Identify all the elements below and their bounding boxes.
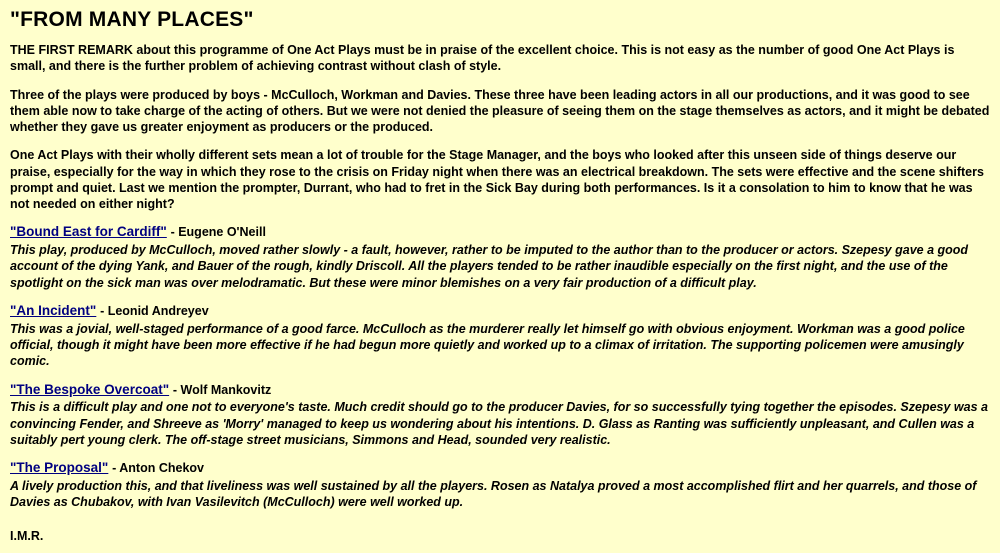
play-entry	[10, 303, 990, 370]
play-heading	[10, 382, 990, 399]
play-entry	[10, 224, 990, 291]
page-title: "FROM MANY PLACES"	[10, 8, 254, 31]
intro-paragraph-1: THE FIRST REMARK about this programme of One Act Plays must be in praise of the excellent choice. This is not easy as the number of good One Act Plays is small, and there is the further problem of achieving contrast without clash of style.	[10, 43, 955, 74]
play-entry	[10, 460, 990, 510]
play-author: - Leonid Andreyev	[100, 303, 209, 318]
play-author: - Anton Chekov	[112, 461, 204, 476]
play-heading	[10, 224, 990, 241]
play-author: - Wolf Mankovitz	[172, 382, 272, 397]
play-review: This was a jovial, well-staged performance of a good farce. McCulloch as the murderer really let himself go with obvious enjoyment. Workman was a good police official, though it might have been more effective if he had begun more quietly and worked up to a climax of irritation. The supporting policemen were amusingly comic.	[10, 321, 965, 369]
play-title-link[interactable]: "An Incident"	[10, 302, 97, 318]
play-title-link[interactable]: "The Proposal"	[10, 460, 109, 476]
play-heading	[10, 460, 990, 477]
intro-paragraph-2: Three of the plays were produced by boys - McCulloch, Workman and Davies. These three have been leading actors in all our productions, and it was good to see them able now to take charge of the acting of others. But we were not denied the pleasure of seeing them on the stage themselves as actors, and it might be debated whether they gave us greater enjoyment as producers or the produced.	[10, 87, 990, 134]
play-review: A lively production this, and that liveliness was well sustained by all the players. Rosen as Natalya proved a most accomplished flirt and her quarrels, and those of Davies as Chubakov, with Ivan Vasilevitch (McCulloch) were well worked up.	[10, 479, 977, 510]
play-review: This play, produced by McCulloch, moved rather slowly - a fault, however, rather to be imputed to the author than to the producer or actors. Szepesy gave a good account of the dying Yank, and Bauer of the rough, kindly Driscoll. All the players tended to be rather inaudible especially on the first night, and the use of the spotlight on the sick man was over melodramatic. But these were minor blemishes on a very fair production of a difficult play.	[10, 243, 969, 290]
play-title-link[interactable]: "The Bespoke Overcoat"	[10, 381, 170, 397]
play-author: - Eugene O'Neill	[170, 225, 266, 240]
intro-paragraph-3: One Act Plays with their wholly different sets mean a lot of trouble for the Stage Manager, and the boys who looked after this unseen side of things deserve our praise, especially for the way in which they rose to the crisis on Friday night when there was an electrical breakdown. The sets were effective and the scene shifters prompt and quiet. Last we mention the prompter, Durrant, who had to fret in the Sick Bay during both performances. Is it a consolation to him to know that he was not needed on either night?	[10, 148, 984, 211]
author-signature: I.M.R.	[10, 528, 44, 543]
play-heading	[10, 303, 990, 320]
play-review: This is a difficult play and one not to everyone's taste. Much credit should go to the producer Davies, for so successfully tying together the episodes. Szepesy was a convincing Fender, and Shreeve as 'Morry' managed to keep us wondering about his intentions. D. Glass as Ranting was sufficiently unpleasant, and Cullen was a suitably pert young clerk. The off-stage street musicians, Simmons and Head, sounded very realistic.	[10, 400, 988, 447]
play-entry	[10, 382, 990, 449]
play-title-link[interactable]: "Bound East for Cardiff"	[10, 224, 167, 240]
